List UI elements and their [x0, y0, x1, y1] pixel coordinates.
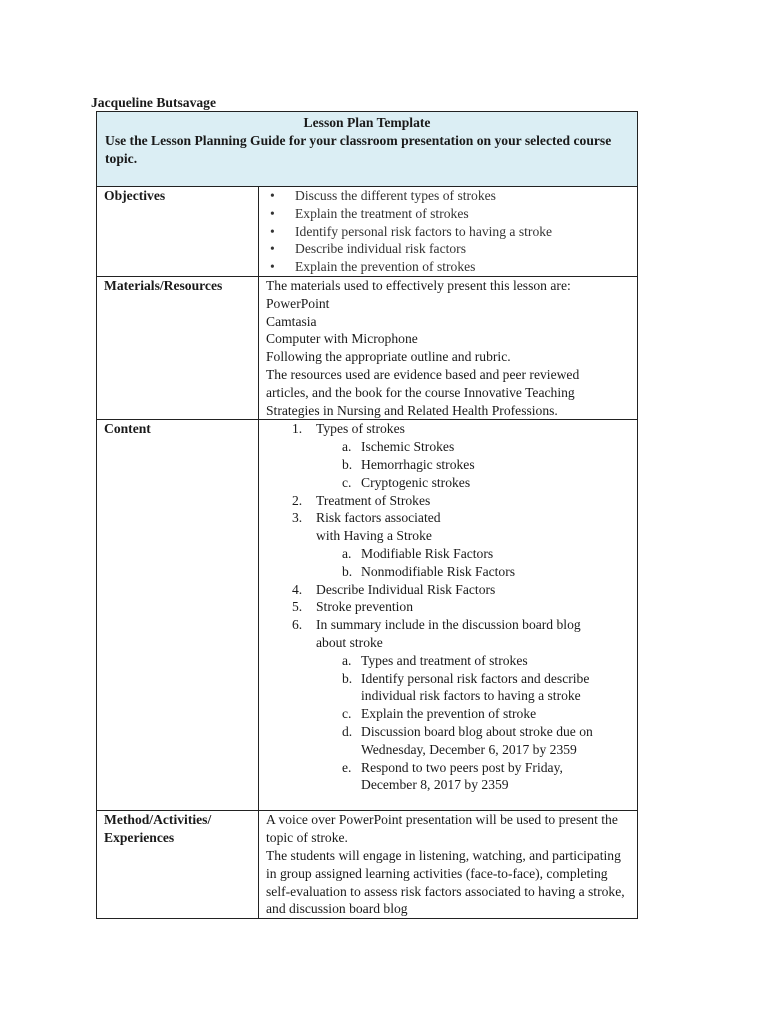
item-number: 5. — [292, 599, 303, 615]
materials-line: The resources used are evidence based and peer reviewed articles, and the book for the course Innovative Teaching Strategies in Nursing and Related Health Professions. — [266, 366, 580, 418]
sub-letter: c. — [342, 474, 352, 490]
list-item — [266, 420, 637, 491]
item-number: 6. — [292, 617, 303, 633]
method-row — [97, 811, 638, 919]
list-item: • Discuss the different types of strokes — [266, 187, 637, 205]
materials-label: Materials/Resources — [97, 276, 259, 419]
sub-item — [316, 545, 637, 563]
item-text: Risk factors associated — [316, 510, 441, 526]
list-item — [266, 598, 637, 616]
sub-item — [316, 438, 637, 456]
objectives-label: Objectives — [97, 187, 259, 277]
objectives-cell — [259, 187, 638, 277]
lesson-plan-table — [96, 111, 638, 919]
sub-item — [316, 723, 637, 759]
content-label: Content — [97, 420, 259, 811]
item-text: Types of strokes — [316, 421, 405, 437]
item-text: Treatment of Strokes — [316, 492, 431, 508]
objectives-row — [97, 187, 638, 277]
sub-list — [316, 438, 637, 491]
list-item: • Describe individual risk factors — [266, 240, 637, 258]
method-label-line: Method/Activities/ — [104, 812, 212, 828]
materials-line: Computer with Microphone — [266, 331, 418, 347]
sub-text: Explain the prevention of stroke — [361, 706, 537, 722]
sub-item — [316, 652, 637, 670]
sub-text: Cryptogenic strokes — [361, 474, 471, 490]
sub-text: Discussion board blog about stroke due on — [361, 723, 593, 739]
sub-text: Nonmodifiable Risk Factors — [361, 563, 516, 579]
sub-text: Types and treatment of strokes — [361, 652, 528, 668]
materials-row — [97, 276, 638, 419]
list-item: • Explain the prevention of strokes — [266, 258, 637, 276]
item-text: In summary include in the discussion board blog — [316, 617, 581, 633]
sub-text: Respond to two peers post by Friday, — [361, 759, 563, 775]
item-number: 4. — [292, 581, 303, 597]
sub-list — [316, 545, 637, 581]
sub-letter: d. — [342, 723, 353, 739]
item-number: 1. — [292, 421, 303, 437]
materials-cell — [259, 276, 638, 419]
method-line: The students will engage in listening, watching, and participating in group assigned learning activities (face-to-face), completing self-evaluation to assess risk factors associated to having a stroke, and discussion board blog — [266, 847, 625, 917]
materials-line: Following the appropriate outline and rubric. — [266, 349, 511, 365]
materials-line: The materials used to effectively present this lesson are: — [266, 277, 571, 293]
sub-item — [316, 456, 637, 474]
lesson-plan-title: Lesson Plan Template — [303, 115, 431, 130]
list-item — [266, 581, 637, 599]
sub-letter: a. — [342, 545, 352, 561]
list-item: • Explain the treatment of strokes — [266, 205, 637, 223]
sub-text: Identify personal risk factors and describe — [361, 670, 590, 686]
sub-letter: b. — [342, 456, 353, 472]
list-item — [266, 616, 637, 794]
list-item: • Identify personal risk factors to having a stroke — [266, 223, 637, 241]
sub-item — [316, 759, 637, 795]
sub-list — [316, 652, 637, 794]
method-line: A voice over PowerPoint presentation will be used to present the topic of stroke. — [266, 812, 618, 846]
list-item — [266, 509, 637, 580]
sub-item — [316, 563, 637, 581]
method-cell — [259, 811, 638, 919]
sub-text: Hemorrhagic strokes — [361, 456, 475, 472]
sub-letter: b. — [342, 563, 353, 579]
sub-item — [316, 670, 637, 706]
item-text: Stroke prevention — [316, 599, 414, 615]
lesson-plan-description: Use the Lesson Planning Guide for your classroom presentation on your selected course topic. — [105, 132, 612, 166]
materials-line: Camtasia — [266, 313, 317, 329]
item-number: 3. — [292, 510, 303, 526]
header-cell — [97, 112, 638, 187]
item-text: Describe Individual Risk Factors — [316, 581, 496, 597]
header-row — [97, 112, 638, 187]
author-name: Jacqueline Butsavage — [91, 95, 216, 110]
materials-line: PowerPoint — [266, 295, 330, 311]
item-text-continued: about stroke — [316, 634, 383, 650]
content-row — [97, 420, 638, 811]
sub-letter: a. — [342, 439, 352, 455]
sub-text: Modifiable Risk Factors — [361, 545, 494, 561]
content-outline — [266, 420, 637, 794]
sub-item — [316, 705, 637, 723]
sub-letter: c. — [342, 706, 352, 722]
sub-text-continued: individual risk factors to having a stroke — [361, 688, 581, 704]
sub-text-continued: Wednesday, December 6, 2017 by 2359 — [361, 741, 577, 757]
objectives-list — [266, 187, 637, 276]
content-cell — [259, 420, 638, 811]
sub-letter: e. — [342, 759, 352, 775]
sub-item — [316, 474, 637, 492]
sub-letter: b. — [342, 670, 353, 686]
item-text-continued: with Having a Stroke — [316, 528, 432, 544]
sub-text: Ischemic Strokes — [361, 439, 455, 455]
method-label — [97, 811, 259, 919]
list-item — [266, 492, 637, 510]
item-number: 2. — [292, 492, 303, 508]
method-label-line: Experiences — [104, 830, 175, 846]
sub-letter: a. — [342, 652, 352, 668]
sub-text-continued: December 8, 2017 by 2359 — [361, 777, 509, 793]
